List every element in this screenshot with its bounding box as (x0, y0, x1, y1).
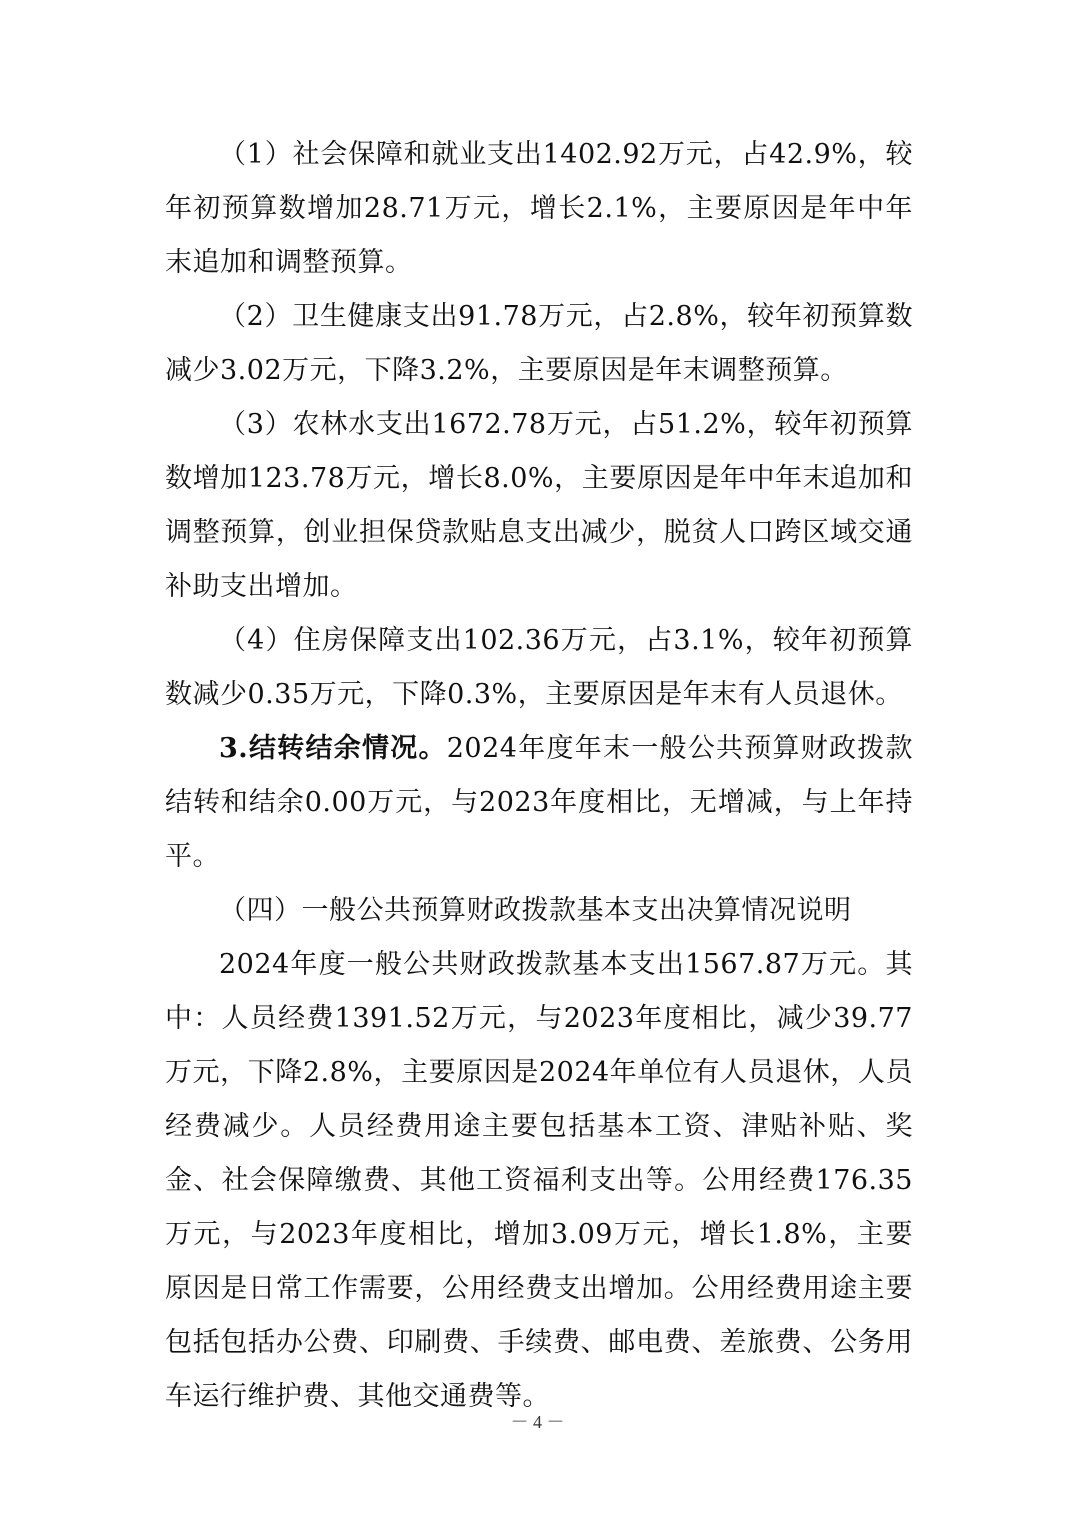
item-housing: （4）住房保障支出102.36万元，占3.1%，较年初预算数减少0.35万元，下降0.3%，主要原因是年末有人员退休。 (165, 625, 913, 710)
item-agriculture: （3）农林水支出1672.78万元，占51.2%，较年初预算数增加123.78万元，增长8.0%，主要原因是年中年末追加和调整预算，创业担保贷款贴息支出减少，脱贫人口跨区域交通补助支出增加。 (165, 409, 913, 602)
document-page (165, 128, 913, 1424)
basic-expenditure-paragraph: 2024年度一般公共财政拨款基本支出1567.87万元。其中：人员经费1391.52万元，与2023年度相比，减少39.77万元，下降2.8%，主要原因是2024年单位有人员退休，人员经费减少。人员经费用途主要包括基本工资、津贴补贴、奖金、社会保障缴费、其他工资福利支出等。公用经费176.35万元，与2023年度相比，增加3.09万元，增长1.8%，主要原因是日常工作需要，公用经费支出增加。公用经费用途主要包括包括办公费、印刷费、手续费、邮电费、差旅费、公务用车运行维护费、其他交通费等。 (165, 949, 913, 1412)
item-health: （2）卫生健康支出91.78万元，占2.8%，较年初预算数减少3.02万元，下降3.2%，主要原因是年末调整预算。 (165, 301, 913, 386)
page-number: － 4 － (510, 1412, 565, 1432)
section-heading: （四）一般公共预算财政拨款基本支出决算情况说明 (219, 895, 852, 926)
item-social-security: （1）社会保障和就业支出1402.92万元，占42.9%，较年初预算数增加28.71万元，增长2.1%，主要原因是年中年末追加和调整预算。 (165, 139, 913, 278)
carryover-lead: 3.结转结余情况。 (219, 733, 447, 764)
carryover-text: 2024年度年末一般公共预算财政拨款结转和结余0.00万元，与2023年度相比，无增减，与上年持平。 (165, 733, 914, 872)
carryover-paragraph (165, 722, 913, 884)
